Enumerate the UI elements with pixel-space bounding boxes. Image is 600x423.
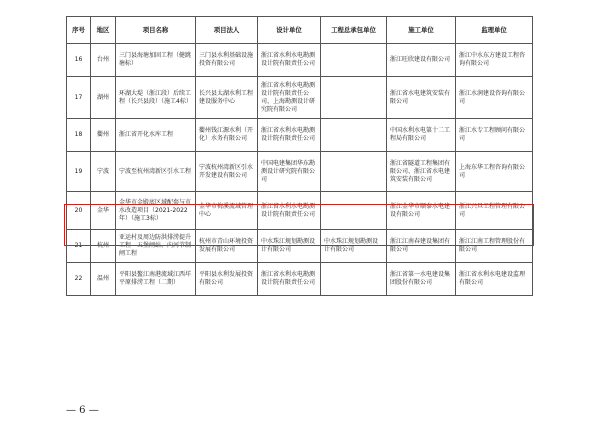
cell-no: 19 [67, 152, 91, 192]
table-row-highlighted [67, 152, 533, 192]
cell-epc [321, 192, 387, 230]
cell-name: 环湖大堤（浙江段）后续工程（长兴县段）（施工4标） [116, 77, 196, 119]
cell-region: 杭州 [91, 230, 116, 263]
cell-construction: 中国水利水电第十二工程局有限公司 [387, 119, 456, 152]
cell-region: 宁波 [91, 152, 116, 192]
table-row [67, 119, 533, 152]
table-row [67, 44, 533, 77]
cell-region: 衢州 [91, 119, 116, 152]
cell-construction: 浙江金华市顺泰水电建设有限公司 [387, 192, 456, 230]
cell-construction: 浙江省第一水电建设集团股份有限公司 [387, 263, 456, 296]
cell-owner: 宁波杭州湾新区引水开发建设有限公司 [196, 152, 258, 192]
page-number: — 6 — [66, 405, 99, 416]
cell-region: 温州 [91, 263, 116, 296]
cell-no: 22 [67, 263, 91, 296]
header-row [67, 17, 533, 44]
cell-name: 浙江省开化水库工程 [116, 119, 196, 152]
cell-epc [321, 152, 387, 192]
header-no: 序号 [67, 17, 91, 44]
cell-name: 三门县海塘加固工程（健跳塘标） [116, 44, 196, 77]
cell-construction: 浙江江南春建设集团有限公司 [387, 230, 456, 263]
cell-supervision: 上海东华工程咨询有限公司 [456, 152, 533, 192]
cell-epc [321, 119, 387, 152]
table-row [67, 263, 533, 296]
cell-construction: 浙江旺欣建设有限公司 [387, 44, 456, 77]
cell-supervision: 浙江水专工程顾问有限公司 [456, 119, 533, 152]
cell-supervision: 浙江兴旦工程管理有限公司 [456, 192, 533, 230]
cell-region: 湖州 [91, 77, 116, 119]
cell-no: 21 [67, 230, 91, 263]
cell-no: 16 [67, 44, 91, 77]
cell-region: 金华 [91, 192, 116, 230]
cell-owner: 金华市梅溪流域管理中心 [196, 192, 258, 230]
cell-owner: 平阳县水利发展投资有限公司 [196, 263, 258, 296]
header-region: 地区 [91, 17, 116, 44]
cell-epc [321, 263, 387, 296]
cell-supervision: 浙江江南工程管理股份有限公司 [456, 230, 533, 263]
cell-design: 中国电建集团华东勘测设计研究院有限公司 [258, 152, 321, 192]
header-owner: 项目法人 [196, 17, 258, 44]
cell-design: 中水珠江规划勘测设计有限公司 [258, 230, 321, 263]
header-design: 设计单位 [258, 17, 321, 44]
cell-owner: 杭州市青山环境投资发展有限公司 [196, 230, 258, 263]
cell-design: 浙江省水利水电勘测设计院有限责任公司 [258, 44, 321, 77]
cell-name: 平阳县鳌江南港流域江西垟平原排涝工程（二期） [116, 263, 196, 296]
cell-name: 金华市金殿底区域配套与市水改造项目（2021-2022年）（施工3标） [116, 192, 196, 230]
cell-construction: 浙江省水电建筑安装有限公司 [387, 77, 456, 119]
cell-design: 浙江省水利水电勘测设计院有限责任公司 [258, 192, 321, 230]
table-row [67, 192, 533, 230]
cell-no: 20 [67, 192, 91, 230]
cell-owner: 长兴县太湖水利工程建设服务中心 [196, 77, 258, 119]
cell-supervision: 浙江水润建设咨询有限公司 [456, 77, 533, 119]
cell-region: 台州 [91, 44, 116, 77]
cell-epc: 中水珠江规划勘测设计有限公司 [321, 230, 387, 263]
cell-owner: 衢州钱江源水利（开化）水务有限公司 [196, 119, 258, 152]
cell-epc [321, 44, 387, 77]
cell-supervision: 浙江省水利水电建设监理有限公司 [456, 263, 533, 296]
header-supervision: 监理单位 [456, 17, 533, 44]
header-epc: 工程总承包单位 [321, 17, 387, 44]
cell-construction: 浙江省隧道工程集团有限公司、浙江省水电建筑安装有限公司 [387, 152, 456, 192]
table-row [67, 77, 533, 119]
cell-design: 浙江省水利水电勘测设计院有限责任公司 [258, 263, 321, 296]
cell-owner: 三门县水利基础设施投资有限公司 [196, 44, 258, 77]
cell-epc [321, 77, 387, 119]
project-table [66, 16, 533, 296]
cell-name: 亚运村及周边防洪排涝提升工程—五堡闸站、内河节制闸工程 [116, 230, 196, 263]
cell-no: 17 [67, 77, 91, 119]
header-name: 项目名称 [116, 17, 196, 44]
cell-design: 浙江省水利水电勘测设计院有限责任公司 [258, 119, 321, 152]
cell-supervision: 浙江中水东方建设工程咨询有限公司 [456, 44, 533, 77]
cell-name: 宁波至杭州湾新区引水工程 [116, 152, 196, 192]
header-construction: 施工单位 [387, 17, 456, 44]
table-row [67, 230, 533, 263]
cell-no: 18 [67, 119, 91, 152]
cell-design: 浙江省水利水电勘测设计院有限责任公司、上海勘测设计研究院有限公司 [258, 77, 321, 119]
